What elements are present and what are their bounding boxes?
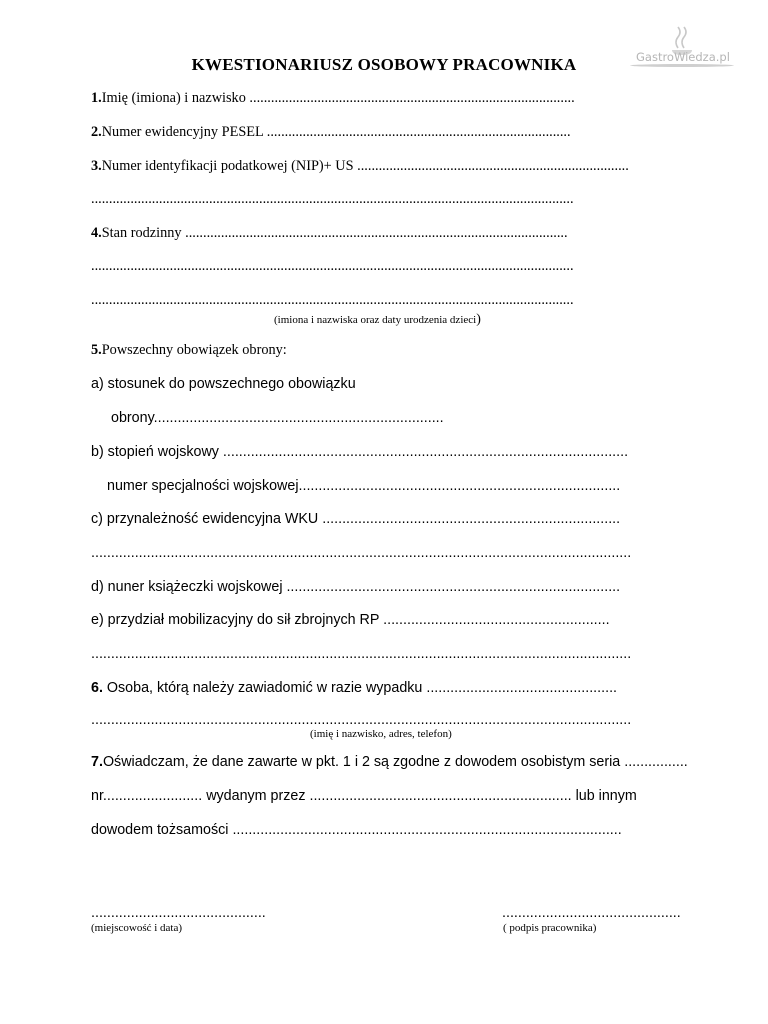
field-military-rank: b) stopień wojskowy ......................................................................................................: [91, 444, 629, 460]
statement-line-2: nr......................... wydanym przez .................................................................. lub innym: [91, 788, 637, 804]
field-name: 1.Imię (imiona) i nazwisko ...........................................................................................: [91, 90, 575, 106]
field-defense-relation: a) stosunek do powszechnego obowiązku: [91, 376, 356, 392]
field-marital-continued-2: .......................................................................................................................................: [91, 292, 574, 308]
caption-contact: (imię i nazwisko, adres, telefon): [310, 728, 452, 740]
field-pesel: 2.Numer ewidencyjny PESEL .....................................................................................: [91, 124, 571, 140]
field-military-specialty: numer specjalności wojskowej.................................................................................: [107, 478, 621, 494]
signature-place-date-dots: ............................................: [91, 905, 266, 921]
field-marital-status: 4.Stan rodzinny ...........................................................................................................: [91, 225, 568, 241]
field-military-book: d) nuner książeczki wojskowej ....................................................................................: [91, 579, 621, 595]
section-defense: 5.Powszechny obowiązek obrony:: [91, 342, 287, 358]
field-mobilization-continued: ........................................................................................................................................: [91, 646, 632, 662]
logo-text: GastroWiedza.pl: [636, 50, 730, 64]
field-marital-continued-1: .......................................................................................................................................: [91, 258, 574, 274]
field-mobilization: e) przydział mobilizacyjny do sił zbrojnych RP .........................................................: [91, 612, 610, 628]
field-emergency-contact: 6. Osoba, którą należy zawiadomić w razie wypadku ................................................: [91, 680, 618, 696]
field-nip: 3.Numer identyfikacji podatkowej (NIP)+ US ............................................................................: [91, 158, 629, 174]
signature-employee-label: ( podpis pracownika): [503, 922, 597, 934]
caption-children: (imiona i nazwiska oraz daty urodzenia dzieci): [274, 312, 481, 327]
document-title: KWESTIONARIUSZ OSOBOWY PRACOWNIKA: [191, 55, 577, 74]
statement-line-1: 7.Oświadczam, że dane zawarte w pkt. 1 i 2 są zgodne z dowodem osobistym seria ................: [91, 754, 688, 770]
signature-employee-dots: .............................................: [502, 905, 681, 921]
field-wku: c) przynależność ewidencyjna WKU ...........................................................................: [91, 511, 621, 527]
signature-place-date-label: (miejscowość i data): [91, 922, 183, 934]
field-defense-relation-continued: obrony.........................................................................: [111, 410, 444, 426]
field-nip-continued: .......................................................................................................................................: [91, 191, 574, 207]
field-wku-continued: ........................................................................................................................................: [91, 545, 632, 561]
field-emergency-contact-continued: ........................................................................................................................................: [91, 712, 632, 728]
statement-line-3: dowodem tożsamości ..................................................................................................: [91, 822, 622, 838]
